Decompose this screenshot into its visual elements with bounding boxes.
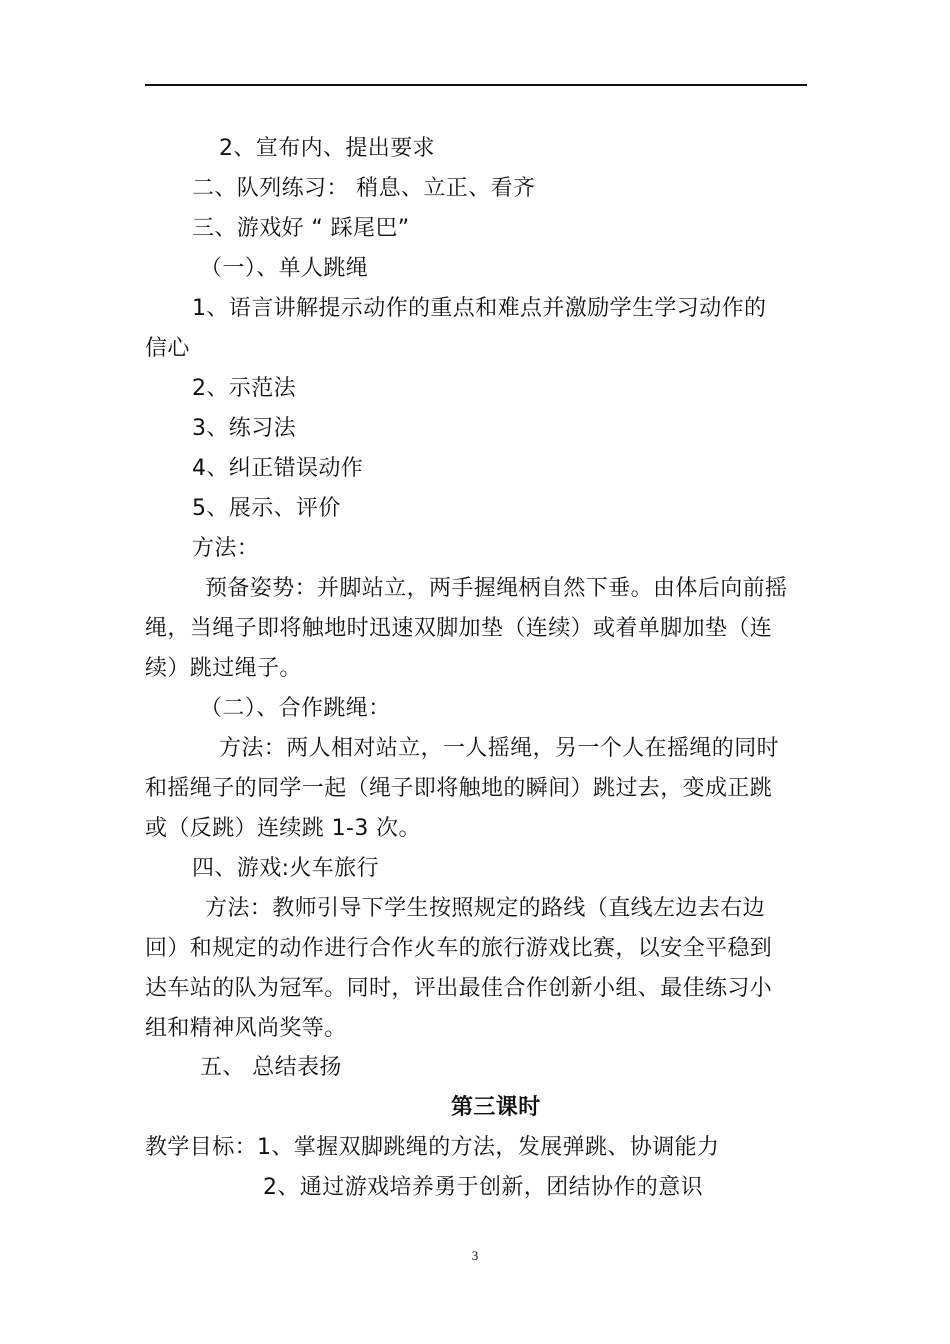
text-line: 预备姿势：并脚站立，两手握绳柄自然下垂。由体后向前摇 [205,576,788,601]
section-heading: 第三课时 [451,1095,541,1120]
text-line: 五、 总结表扬 [200,1055,342,1080]
text-line: 方法：教师引导下学生按照规定的路线（直线左边去右边 [205,896,766,921]
header-rule [145,84,807,86]
text-line: 二、队列练习： 稍息、立正、看齐 [192,176,536,201]
text-line: 续）跳过绳子。 [145,656,302,681]
text-line: （二）、合作跳绳： [200,696,391,721]
text-line: 或（反跳）连续跳 1-3 次。 [145,816,421,841]
text-line: 组和精神风尚奖等。 [145,1016,347,1041]
text-line: 绳，当绳子即将触地时迅速双脚加垫（连续）或着单脚加垫（连 [145,616,773,641]
text-line: 四、游戏:火车旅行 [192,856,380,881]
text-line: 方法：两人相对站立，一人摇绳，另一个人在摇绳的同时 [219,736,780,761]
text-line: （一）、单人跳绳 [200,256,369,281]
text-line: 3、练习法 [192,416,296,441]
page-number: 3 [471,1248,479,1263]
text-line: 信心 [145,336,190,361]
text-line: 1、语言讲解提示动作的重点和难点并激励学生学习动作的 [192,296,767,321]
text-line: 三、游戏好 “ 踩尾巴” [192,216,410,241]
text-line: 回）和规定的动作进行合作火车的旅行游戏比赛，以安全平稳到 [145,936,773,961]
text-line: 方法： [192,536,260,561]
text-line: 5、展示、评价 [192,496,341,521]
text-line: 2、通过游戏培养勇于创新，团结协作的意识 [263,1175,703,1200]
text-line: 和摇绳子的同学一起（绳子即将触地的瞬间）跳过去，变成正跳 [145,776,773,801]
text-line: 达车站的队为冠军。同时，评出最佳合作创新小组、最佳练习小 [145,976,773,1001]
text-line: 4、纠正错误动作 [192,456,364,481]
text-line: 2、宣布内、提出要求 [219,136,435,161]
text-line: 2、示范法 [192,376,296,401]
text-line: 教学目标：1、掌握双脚跳绳的方法，发展弹跳、协调能力 [145,1135,720,1160]
